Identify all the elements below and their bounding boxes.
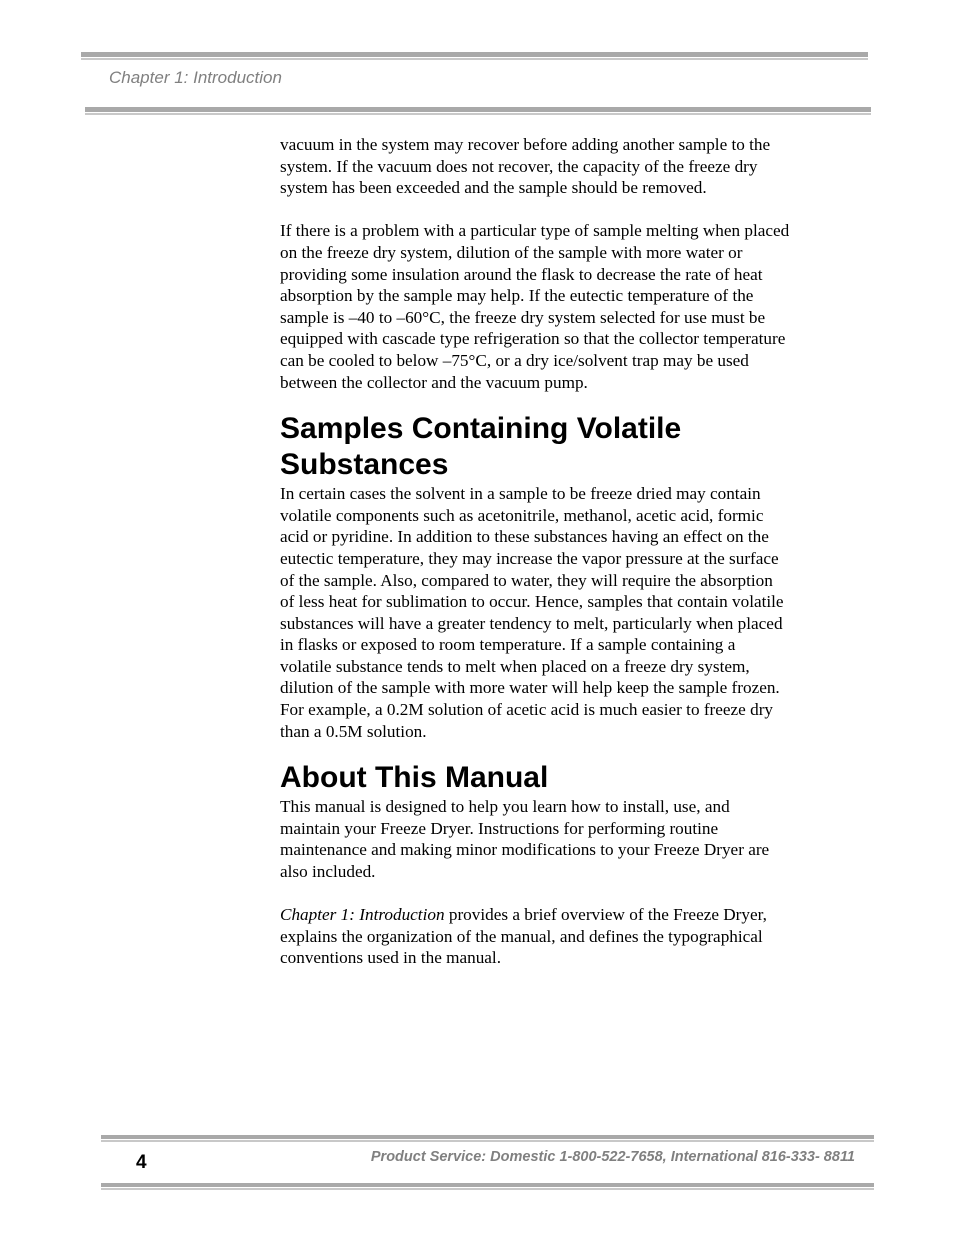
chapter-reference: Chapter 1: Introduction: [280, 905, 445, 925]
paragraph-vacuum-recovery: vacuum in the system may recover before adding another sample to the system. If the vacuum does not recover, the capacity of the freeze dry system has been exceeded and the sample should be removed.: [280, 135, 771, 198]
footer-rule-top: [101, 1135, 874, 1139]
footer-rule-bottom: [101, 1183, 874, 1187]
product-service-line: Product Service: Domestic 1-800-522-7658, International 816-333- 8811: [370, 1149, 855, 1165]
heading-volatile-substances: Samples Containing Volatile Substances: [280, 412, 682, 482]
header-rule-top-thin: [81, 58, 868, 60]
paragraph-manual-purpose: This manual is designed to help you learn how to install, use, and maintain your Freeze Dryer. Instructions for performing routine maintenance and making minor modifications to your Freeze Dryer are also included.: [280, 797, 770, 882]
chapter-overview-text: provides a brief overview of the Freeze Dryer, explains the organization of the manual, and defines the typographical conventions used in the manual.: [280, 905, 767, 968]
header-rule-bottom: [85, 107, 871, 112]
footer-rule-top-thin: [101, 1140, 874, 1142]
page-content: [280, 134, 790, 969]
page-number: 4: [136, 1152, 147, 1173]
paragraph-chapter-overview: [280, 904, 790, 969]
header-rule-top: [81, 52, 868, 57]
heading-about-manual: About This Manual: [280, 761, 549, 795]
chapter-label: Chapter 1: Introduction: [109, 68, 282, 87]
paragraph-sample-melting: If there is a problem with a particular type of sample melting when placed on the freeze dry system, dilution of the sample with more water or providing some insulation around the flask to decrease the rate of heat absorption by the sample may help. If the eutectic temperature of the sample is –40 to –60°C, the freeze dry system selected for use must be equipped with cascade type refrigeration so that the collector temperature can be cooled to below –75°C, or a dry ice/solvent trap may be used between the collector and the vacuum pump.: [280, 221, 790, 392]
header-rule-bottom-thin: [85, 113, 871, 115]
paragraph-volatile-substances: In certain cases the solvent in a sample to be freeze dried may contain volatile components such as acetonitrile, methanol, acetic acid, formic acid or pyridine. In addition to these substances having an effect on the eutectic temperature, they may increase the vapor pressure at the surface of the sample. Also, compared to water, they will require the absorption of less heat for sublimation to occur. Hence, samples that contain volatile substances will have a greater tendency to melt, particularly when placed in flasks or exposed to room temperature. If a sample containing a volatile substance tends to melt when placed on a freeze dry system, dilution of the sample with more water will help keep the sample frozen. For example, a 0.2M solution of acetic acid is much easier to freeze dry than a 0.5M solution.: [280, 484, 784, 741]
footer-rule-bottom-thin: [101, 1188, 874, 1190]
